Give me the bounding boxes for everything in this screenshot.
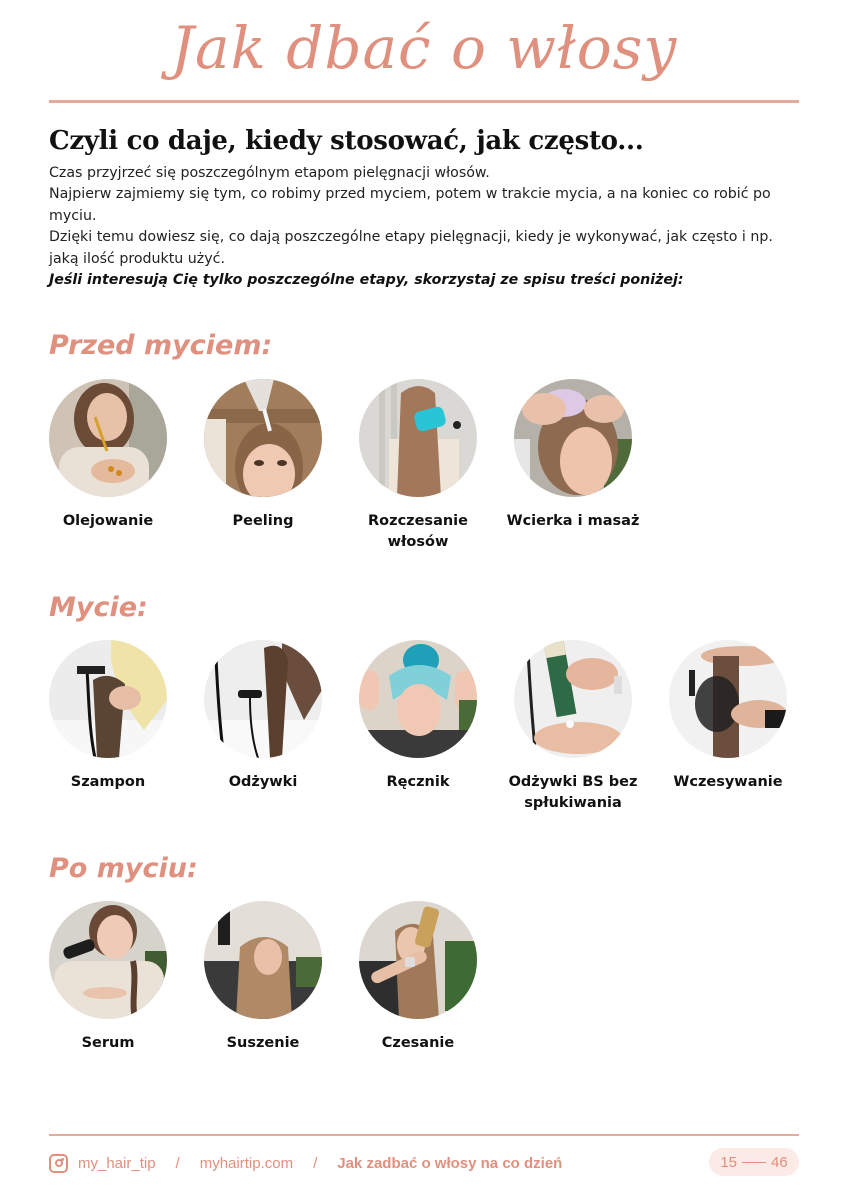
toc-item-label[interactable]: Szampon	[70, 774, 146, 790]
photo-drying[interactable]	[204, 901, 322, 1019]
page-indicator	[709, 1148, 799, 1176]
instagram-icon	[49, 1154, 68, 1173]
instagram-handle[interactable]: my_hair_tip	[78, 1154, 156, 1172]
section-po-myciu-items	[49, 901, 809, 1101]
toc-call-to-action: Jeśli interesują Cię tylko poszczególne etapy, skorzystaj ze spisu treści poniżej:	[49, 272, 684, 289]
toc-item-label[interactable]: Peeling	[232, 513, 294, 529]
photo-serum[interactable]	[49, 901, 167, 1019]
photo-shampoo[interactable]	[49, 640, 167, 758]
intro-text	[49, 163, 799, 291]
toc-item-label[interactable]: Odżywki	[228, 774, 298, 790]
photo-oiling[interactable]	[49, 379, 167, 497]
page-total: 46	[771, 1153, 788, 1171]
toc-item-odzywki[interactable]	[204, 640, 322, 793]
photo-scalp-massage[interactable]	[514, 379, 632, 497]
footer	[49, 1150, 799, 1176]
toc-item-recznik[interactable]	[359, 640, 477, 793]
footer-separator: /	[313, 1154, 318, 1172]
page-title: Jak dbać o włosy	[170, 14, 678, 82]
photo-combing-in[interactable]	[669, 640, 787, 758]
toc-item-label[interactable]: Ręcznik	[386, 774, 450, 790]
photo-conditioner[interactable]	[204, 640, 322, 758]
page-current: 15	[720, 1153, 737, 1171]
footer-separator: /	[175, 1154, 180, 1172]
toc-item-serum[interactable]	[49, 901, 167, 1054]
section-heading-przed-myciem: Przed myciem:	[49, 330, 273, 361]
toc-item-rozczesanie[interactable]	[359, 379, 477, 553]
book-title: Jak zadbać o włosy na co dzień	[337, 1154, 563, 1172]
intro-paragraph: Najpierw zajmiemy się tym, co robimy przed myciem, potem w trakcie mycia, a na koniec co robić po myciu.	[49, 186, 771, 224]
photo-peeling[interactable]	[204, 379, 322, 497]
subtitle: Czyli co daje, kiedy stosować, jak często...	[49, 126, 644, 156]
toc-item-label[interactable]: Rozczesanie włosów	[368, 513, 468, 550]
photo-leave-in-conditioner[interactable]	[514, 640, 632, 758]
toc-item-label[interactable]: Wczesywanie	[673, 774, 783, 790]
section-heading-mycie: Mycie:	[49, 592, 148, 623]
section-mycie-items	[49, 640, 809, 840]
page-dash	[742, 1162, 766, 1163]
section-przed-myciem-items	[49, 379, 809, 579]
toc-item-wcierka[interactable]	[506, 379, 640, 532]
toc-item-label[interactable]: Suszenie	[226, 1035, 300, 1051]
photo-towel[interactable]	[359, 640, 477, 758]
toc-item-label[interactable]: Serum	[81, 1035, 135, 1051]
toc-item-peeling[interactable]	[204, 379, 322, 532]
toc-item-wczesywanie[interactable]	[669, 640, 787, 793]
footer-divider	[49, 1134, 799, 1136]
intro-paragraph: Dzięki temu dowiesz się, co dają poszczególne etapy pielęgnacji, kiedy je wykonywać, jak często i np. jaką ilość produktu użyć.	[49, 229, 773, 267]
toc-item-label[interactable]: Olejowanie	[62, 513, 154, 529]
toc-item-label[interactable]: Wcierka i masaż	[506, 513, 640, 529]
toc-item-czesanie[interactable]	[359, 901, 477, 1054]
photo-detangling[interactable]	[359, 379, 477, 497]
toc-item-szampon[interactable]	[49, 640, 167, 793]
toc-item-olejowanie[interactable]	[49, 379, 167, 532]
website-link[interactable]: myhairtip.com	[199, 1154, 294, 1172]
toc-item-label[interactable]: Czesanie	[381, 1035, 455, 1051]
intro-paragraph: Czas przyjrzeć się poszczególnym etapom pielęgnacji włosów.	[49, 165, 490, 181]
toc-item-label[interactable]: Odżywki BS bez spłukiwania	[508, 774, 638, 811]
toc-item-odzywki-bs[interactable]	[508, 640, 638, 814]
header-divider	[49, 100, 799, 103]
photo-combing[interactable]	[359, 901, 477, 1019]
toc-item-suszenie[interactable]	[204, 901, 322, 1054]
section-heading-po-myciu: Po myciu:	[49, 853, 198, 884]
